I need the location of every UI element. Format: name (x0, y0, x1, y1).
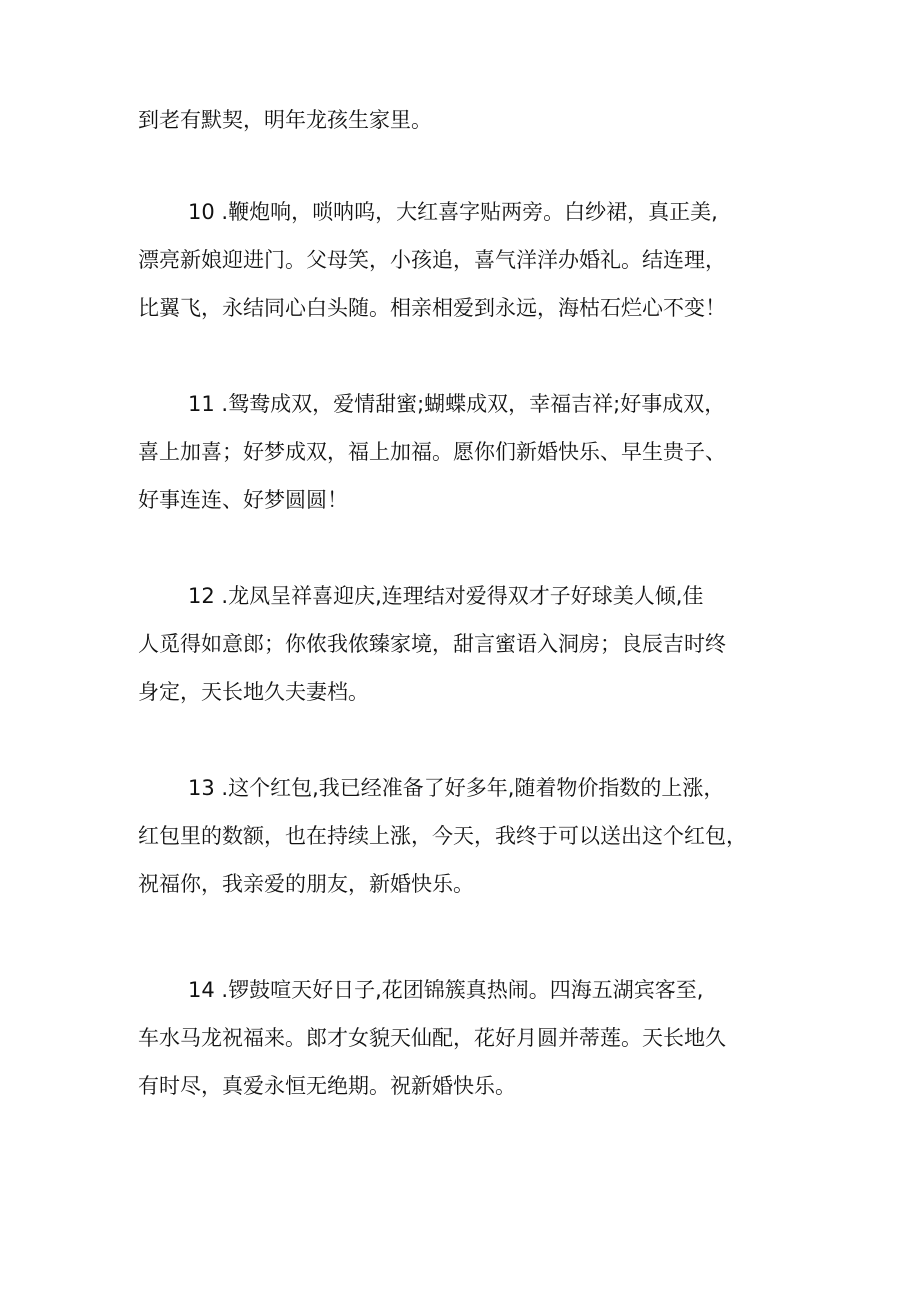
text-line: 祝福你，我亲爱的朋友，新婚快乐。 (138, 872, 474, 896)
text-line: 14 .锣鼓喧天好日子,花团锦簇真热闹。四海五湖宾客至, (188, 978, 704, 1002)
text-line: 比翼飞，永结同心白头随。相亲相爱到永远，海枯石烂心不变！ (138, 296, 726, 320)
text-line: 10 .鞭炮响，唢呐呜，大红喜字贴两旁。白纱裙，真正美, (188, 200, 718, 224)
text-line: 有时尽，真爱永恒无绝期。祝新婚快乐。 (138, 1074, 516, 1098)
wish-item-14 (138, 966, 798, 1110)
text-line: 11 .鸳鸯成双，爱情甜蜜;蝴蝶成双，幸福吉祥;好事成双， (188, 392, 726, 416)
text-line: 身定，天长地久夫妻档。 (138, 680, 369, 704)
wish-item-10 (138, 188, 798, 332)
text-line: 漂亮新娘迎进门。父母笑，小孩追，喜气洋洋办婚礼。结连理， (138, 248, 726, 272)
text-line: 喜上加喜；好梦成双，福上加福。愿你们新婚快乐、早生贵子、 (138, 440, 726, 464)
wish-item-12 (138, 572, 798, 716)
wish-item-13 (138, 764, 798, 908)
text-line: 人觅得如意郎；你侬我侬臻家境，甜言蜜语入洞房；良辰吉时终 (138, 632, 726, 656)
continuation-paragraph (138, 96, 798, 144)
wish-item-11 (138, 380, 798, 524)
text-line: 到老有默契，明年龙孩生家里。 (138, 108, 432, 132)
text-line: 12 .龙凤呈祥喜迎庆,连理结对爱得双才子好球美人倾,佳 (188, 584, 704, 608)
text-line: 好事连连、好梦圆圆！ (138, 488, 348, 512)
text-line: 13 .这个红包,我已经准备了好多年,随着物价指数的上涨， (188, 776, 725, 800)
text-line: 红包里的数额，也在持续上涨，今天，我终于可以送出这个红包， (138, 824, 747, 848)
text-line: 车水马龙祝福来。郎才女貌天仙配，花好月圆并蒂莲。天长地久 (138, 1026, 726, 1050)
